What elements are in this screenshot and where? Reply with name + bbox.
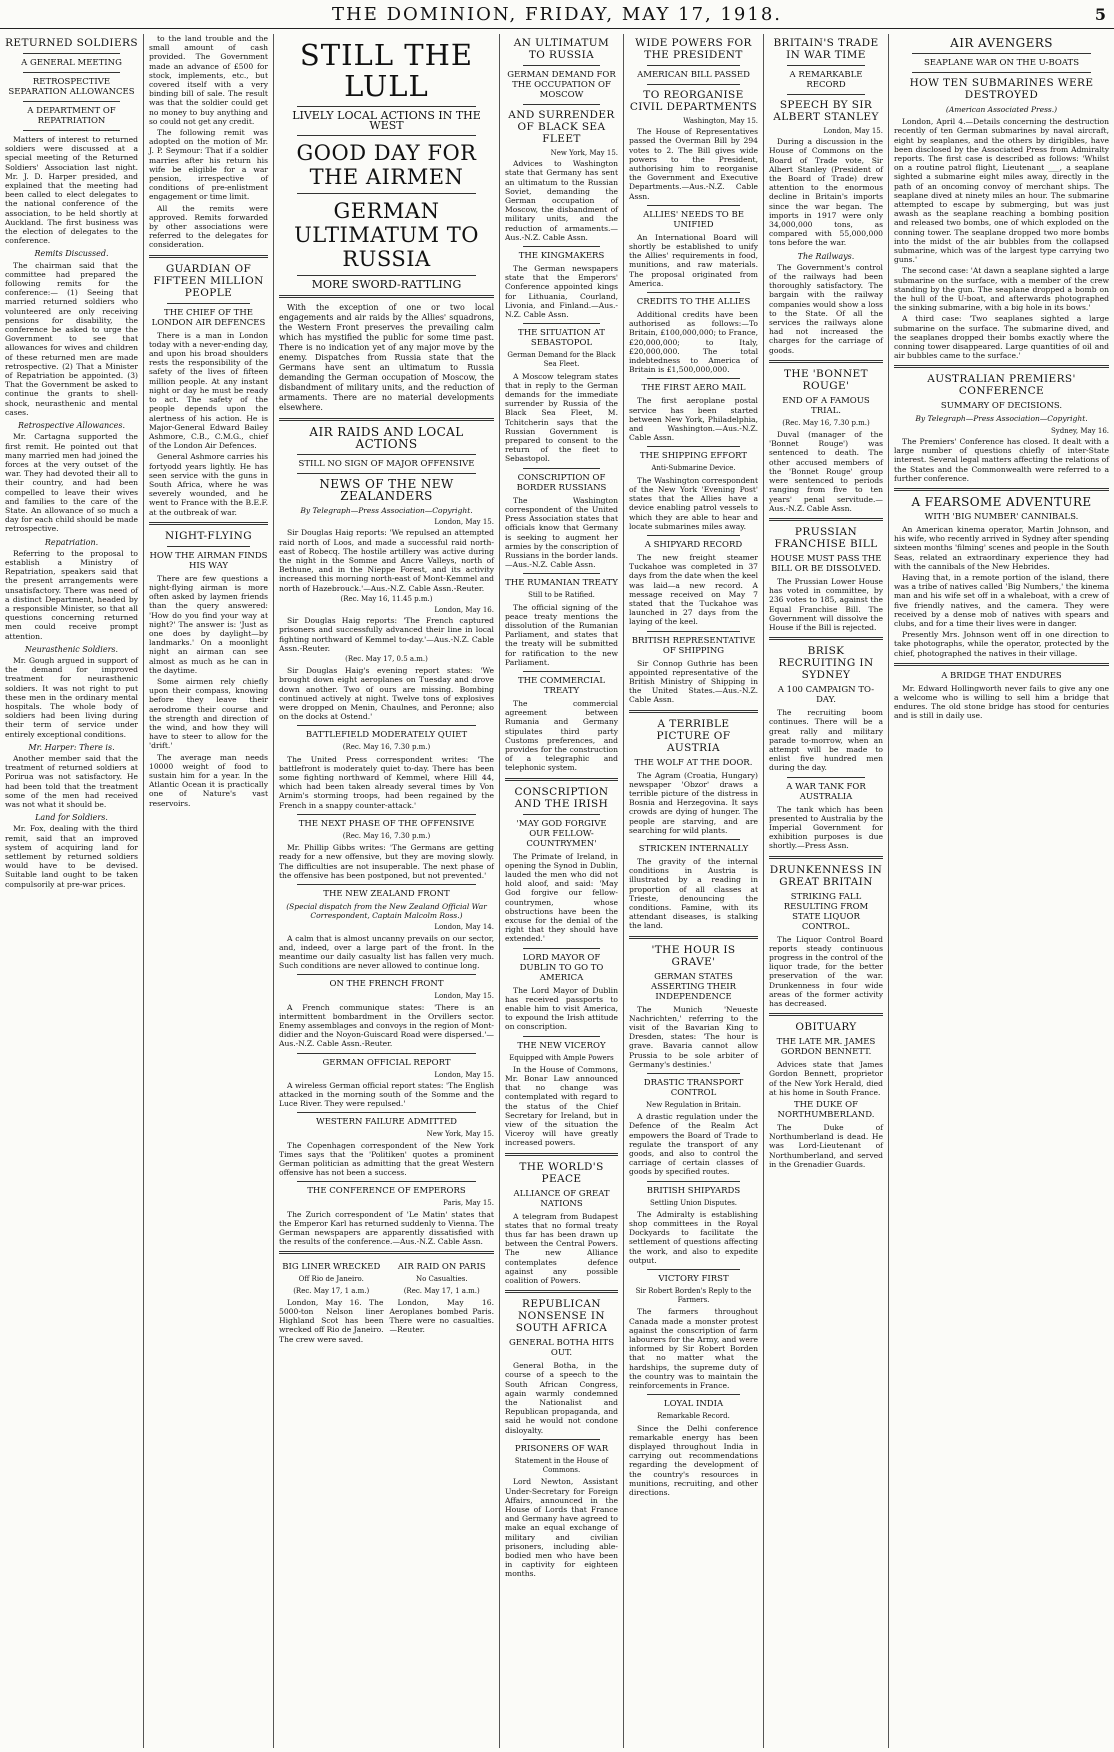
subhead: VICTORY FIRST <box>658 1274 729 1285</box>
subhead: STRIKING FALL RESULTING FROM STATE LIQUOR CONTROL. <box>783 891 869 932</box>
paragraph: Sir Douglas Haig reports: 'The French captured prisoners and successfully advanced their line in local fighting northward of Kemmel to-day.'—Aus.-N.Z. Cable Assn.-Reuter. <box>279 616 494 653</box>
dateline: Paris, May 15. <box>443 1199 494 1208</box>
section-caption: Neurasthenic Soldiers. <box>24 644 119 654</box>
rule <box>279 295 494 298</box>
paragraph: An International Board will shortly be established to unify the Allies' requirements in food, munitions, and raw materials. The proposal originated from America. <box>629 232 758 288</box>
paragraph: General Ashmore carries his fortyodd years lightly. He has seen service with the guns in South Africa, where he was severely wounded, and he went to France with the B.E.F. at the outbreak of war. <box>149 452 268 517</box>
paragraph: Matters of interest to returned soldiers were discussed at a special meeting of the Returned Soldiers' Association last night. Mr. J. D. Harper presided, and explained that the meeting had been called to elect delegates to the national conference of the association, to be held shortly at Auckland. The first business was the election of delegates to the conference. <box>5 135 138 246</box>
subhead: LIVELY LOCAL ACTIONS IN THE WEST <box>292 109 481 132</box>
paragraph: Mr. Phillip Gibbs writes: 'The Germans are getting ready for a new offensive, but they are moving slowly. The difficulties are not insuperable. The next phase of the offensive has been postponed, but not prevented.' <box>279 843 494 880</box>
rule <box>647 1073 740 1074</box>
rule <box>647 535 740 536</box>
subhead: BIG LINER WRECKED <box>282 1262 381 1273</box>
received-time: (Rec. May 16, 7.30 p.m.) <box>782 418 870 427</box>
headline-drunkenness: DRUNKENNESS IN GREAT BRITAIN <box>769 863 883 888</box>
subhead: THE RUMANIAN TREATY <box>505 578 618 589</box>
brief-air-raid-paris <box>390 1259 495 1345</box>
section-caption: The Railways. <box>797 251 855 261</box>
paragraph: A telegram from Budapest states that no formal treaty thus far has been drawn up between the Central Powers. The new Alliance contemplates defence against any possible coalition of Powers. <box>505 1211 618 1286</box>
brief-liner-wrecked <box>279 1259 384 1345</box>
subhead: BATTLEFIELD MODERATELY QUIET <box>305 730 468 741</box>
paragraph: Duval (manager of the 'Bonnet Rouge') was sentenced to death. The other accused members of the 'Bonnet Rouge' group were sentenced to periods ranging from five to ten years' penal servitude.—Aus.-N.Z. Cable Assn. <box>769 430 883 513</box>
rule <box>629 936 758 939</box>
subhead: STILL NO SIGN OF MAJOR OFFENSIVE <box>298 459 475 469</box>
rule <box>297 106 476 107</box>
section-caption: Mr. Harper: There is. <box>28 742 115 752</box>
caption: German Demand for the Black Sea Fleet. <box>507 351 616 369</box>
section-caption: Retrospective Allowances. <box>18 421 125 431</box>
rule <box>647 1269 740 1270</box>
rule <box>167 546 250 547</box>
headline-returned-soldiers: RETURNED SOLDIERS <box>5 37 138 49</box>
rule <box>297 1181 476 1182</box>
column-1 <box>0 34 144 1748</box>
byline: By Telegraph—Press Association—Copyright. <box>915 414 1088 424</box>
paragraph: The Washington correspondent of the New York 'Evening Post' states that the Allies have a device enabling patrol vessels to which they are able to hear and locate submarines miles away. <box>629 475 758 531</box>
dateline: London, May 15. <box>434 1070 494 1079</box>
paragraph: The farmers throughout Canada made a monster protest against the conscription of farm labourers for the Army, and were informed by Sir Robert Borden that no matter what the hardships, the supreme duty of the country was to maintain the reinforcements in France. <box>629 1307 758 1391</box>
paragraph: The gravity of the internal conditions in Austria is illustrated by a reading in proportion of all classes at Trieste, denouncing the conditions. Famine, with its attendant diseases, is stalking the land. <box>629 856 758 931</box>
caption: Off Rio de Janeiro. <box>298 1275 364 1284</box>
rule <box>297 974 476 975</box>
headline-new-zealanders: NEWS OF THE NEW ZEALANDERS <box>319 477 454 503</box>
paragraph: A wireless German official report states: 'The English attacked in the morning south of the Somme and the Luce River. They were repulsed.' <box>279 1080 494 1109</box>
rule <box>769 518 883 521</box>
paragraph: In the House of Commons, Mr. Bonar Law announced that no change was contemplated with regard to the status of the Chief Secretary for Ireland, but in view of the situation the Viceroy will have greatly increased powers. <box>505 1064 618 1148</box>
rule <box>523 65 600 66</box>
column-2 <box>144 34 274 1748</box>
rule <box>297 814 476 815</box>
main-headline-2: GOOD DAY FOR THE AIRMEN <box>296 141 477 189</box>
paragraph: The recruiting boom continues. There will be a great rally and military parade to-morrow, when an attempt will be made to enlist five hundred men during the day. <box>769 708 883 773</box>
headline-air-raids: AIR RAIDS AND LOCAL ACTIONS <box>309 425 464 451</box>
rule <box>523 468 600 469</box>
subhead: HOUSE MUST PASS THE BILL OR BE DISSOLVED. <box>770 553 882 574</box>
rule <box>505 1290 618 1293</box>
rule <box>647 446 740 447</box>
subhead: STRICKEN INTERNALLY <box>638 843 749 854</box>
rule <box>149 522 268 525</box>
subhead: A WAR TANK FOR AUSTRALIA <box>786 781 866 802</box>
paragraph: An American kinema operator, Martin Johnson, and his wife, who recently arrived in Sydney after spending sixteen months 'filming' scenes and people in the South Seas, related an extraordinary experience they had with the cannibals of the New Hebrides. <box>894 524 1109 571</box>
subhead: RETROSPECTIVE SEPARATION ALLOWANCES <box>8 77 135 97</box>
rule <box>297 473 476 474</box>
headline-austria: A TERRIBLE PICTURE OF AUSTRIA <box>656 717 731 754</box>
subhead: SEAPLANE WAR ON THE U-BOATS <box>923 58 1080 68</box>
rule <box>523 1439 600 1440</box>
rule <box>629 710 758 713</box>
caption: Settling Union Disputes. <box>649 1198 738 1207</box>
rule <box>505 1153 618 1156</box>
headline-worlds-peace: THE WORLD'S PEACE <box>519 1160 604 1185</box>
rule <box>297 1053 476 1054</box>
paragraph: to the land trouble and the small amount of cash provided. The Government made an advance of £500 for stock, implements, etc., but covered itself with a very binding bill of sale. The result was that the soldier could get no money to buy anything and so could not get any credit. <box>149 34 268 126</box>
subhead: THE LATE MR. JAMES GORDON BENNETT. <box>776 1037 876 1058</box>
paragraph: During a discussion in the House of Commons on the Board of Trade vote, Sir Albert Stanley (President of the Board of Trade) drew attention to the enormous decline in Britain's imports since the war began. The imports in 1917 were only 34,000,000 tons, as compared with 55,000,000 tons before the war. <box>769 137 883 248</box>
paragraph: London, May 16. Aeroplanes bombed Paris. There were no casualties.—Reuter. <box>389 1297 494 1335</box>
rule <box>523 1036 600 1037</box>
byline: (Special dispatch from the New Zealand Official War Correspondent, Captain Malcolm Ross.) <box>286 901 487 921</box>
headline-guardian: GUARDIAN OF FIFTEEN MILLION PEOPLE <box>153 262 264 299</box>
bottom-briefs <box>279 1259 494 1345</box>
subhead: ALLIES' NEEDS TO BE UNIFIED <box>643 209 744 230</box>
rule <box>505 778 618 781</box>
paragraph: Mr. Gough argued in support of the demand for improved treatment for neurasthenic soldiers. It was not right to put these men in the ordinary mental hospitals. The whole body of soldiers had been living during their term of service under entirely exceptional conditions. <box>5 655 138 739</box>
caption: Remarkable Record. <box>657 1412 730 1421</box>
paragraph: Lord Newton, Assistant Under-Secretary for Foreign Affairs, announced in the House of Lords that France and Germany have agreed to make an equal exchange of military and civilian prisoners, including able-bodied men who have been in captivity for eighteen months. <box>505 1477 618 1579</box>
dateline: London, May 14. <box>434 923 494 932</box>
byline: By Telegraph—Press Association—Copyright. <box>300 506 473 515</box>
paragraph: The United Press correspondent writes: 'The battlefront is moderately quiet to-day. There has been some fighting northward of Kemmel, where Hill 44, which had been taken already several times by Von Arnim's storming troops, had been regained by the French in a snappy counter-attack.' <box>279 754 494 810</box>
caption: Still to be Ratified. <box>528 591 595 600</box>
rule <box>149 255 268 258</box>
paragraph: The average man needs 10000 weight of food to sustain him for a year. In the Atlantic Ocean it is practically one of Nature's vast reservoirs. <box>149 752 268 808</box>
byline: (American Associated Press.) <box>945 105 1058 114</box>
rule <box>647 1181 740 1182</box>
paragraph: The Premiers' Conference has closed. It dealt with a large number of questions chiefly of inter-State interest. Several legal matters affecting the relations of the States and the Commonwealth were referred to a further conference. <box>894 436 1109 483</box>
masthead <box>0 0 1114 29</box>
dateline: London, May 15. <box>434 518 494 527</box>
paragraph: The Liquor Control Board reports steady continuous progress in the control of the liquor trade, for the better preservation of the war. Drunkenness in four wide areas of the former activity has decreased. <box>769 934 883 1008</box>
caption: Anti-Submarine Device. <box>651 464 736 473</box>
caption: No Casualties. <box>415 1275 468 1284</box>
rule <box>523 573 600 574</box>
subhead: THE SHIPPING EFFORT <box>639 451 748 462</box>
rule <box>912 53 1091 54</box>
rule <box>647 84 740 85</box>
rule <box>894 663 1109 666</box>
paragraph: Since the Delhi conference remarkable energy has been displayed throughout India in carrying out recommendations regarding the development of the country's resources in munitions, recruiting, and other directions. <box>629 1423 758 1497</box>
paragraph: All the remits were approved. Remits forwarded by other associations were referred to the delegates for consideration. <box>149 203 268 250</box>
subhead: THE KINGMAKERS <box>518 251 605 262</box>
column-4 <box>500 34 624 1748</box>
rule <box>647 378 740 379</box>
rule <box>523 323 600 324</box>
headline-south-africa: REPUBLICAN NONSENSE IN SOUTH AFRICA <box>515 1298 608 1335</box>
rule <box>23 130 120 131</box>
rule <box>647 839 740 840</box>
dateline: New York, May 15. <box>550 149 618 157</box>
rule <box>769 856 883 859</box>
rule <box>894 488 1109 491</box>
rule <box>297 275 476 276</box>
rule <box>523 814 600 815</box>
dateline: London, May 16. <box>434 606 494 615</box>
paragraph: Sir Douglas Haig's evening report states: 'We brought down eight aeroplanes on Tuesday and drove down another. Two of ours are missing. Bombing continued actively at night. Twelve tons of explosives were dropped on Menin, Chaulnes, and Peronne; also on the docks at Ostend.' <box>279 666 494 722</box>
rule <box>297 135 476 136</box>
received-time: (Rec. May 17, 1 a.m.) <box>293 1286 370 1295</box>
rule <box>297 454 476 455</box>
received-time: (Rec. May 16, 7.30 p.m.) <box>342 831 431 840</box>
paragraph: Mr. Cartagna supported the first remit. He pointed out that many married men had joined the forces at the very outset of the war. They had devoted their all to their country, and had been compelled to leave their wives and families to the care of the State. An allowance of so much a day for each child should be made retrospective. <box>5 432 138 534</box>
rule <box>523 104 600 105</box>
headline: SPEECH BY SIR ALBERT STANLEY <box>773 99 879 123</box>
rule <box>23 53 120 54</box>
subhead: END OF A FAMOUS TRIAL. <box>782 395 870 416</box>
subhead: WITH 'BIG NUMBER' CANNIBALS. <box>924 511 1079 522</box>
rule <box>787 777 865 778</box>
paragraph: The Washington correspondent of the United Press Association states that officials know that Germany is seeking to augment her armies by the conscription of Russians in the border lands.—Aus.-N.Z. Cable Assn. <box>505 495 618 570</box>
subhead: GERMAN STATES ASSERTING THEIR INDEPENDENCE <box>650 971 737 1002</box>
paragraph: Referring to the proposal to establish a Ministry of Repatriation, speakers said that the present arrangements were unsatisfactory. There was need of a distinct Department, headed by a responsible Minister, so that all questions concerning returned men could receive prompt attention. <box>5 548 138 641</box>
paragraph: A French communique states: 'There is an intermittent bombardment in the Orvillers sector. Enemy assemblages and convoys in the region of Mont-didier and the Noyon-Guiscard Road were dispersed.'—Aus.-N.Z. Cable Assn.-Reuter. <box>279 1002 494 1049</box>
rule <box>769 637 883 640</box>
rule <box>769 360 883 363</box>
rule <box>523 246 600 247</box>
paragraph: A Moscow telegram states that in reply to the German demands for the immediate surrender by Russia of the Black Sea Fleet, M. Tchitcherin says that the Russian Government is prepared to consent to the return of the fleet to Sebastopol. <box>505 371 618 464</box>
paragraph: The Agram (Croatia, Hungary) newspaper 'Obzor' draws a terrible picture of the distress in Bosnia and Herzegovina. It says crowds are dying of hunger. The people are starving, and are searching for wild plants. <box>629 770 758 835</box>
paragraph: The second case: 'At dawn a seaplane sighted a large submarine on the surface, with a member of the crew standing by the gun. The seaplane dropped a bomb on the hull of the U-boat, and afterwards photographed the sinking submarine, with a big hole in its bows.' <box>894 266 1109 313</box>
main-headline: STILL THE LULL <box>299 38 474 103</box>
rule <box>523 671 600 672</box>
caption: Statement in the House of Commons. <box>514 1456 609 1475</box>
paragraph: London, April 4.—Details concerning the destruction recently of ten German submarines by naval aircraft, eight by seaplanes, and the others by dirigibles, have been disclosed by the Associated Press from Admiralty reports. The first case is described as follows: 'Whilst on a routine patrol flight, Lieutenant ___, a seaplane sighted a submarine eight miles away, directly in the path of an oncoming convoy of merchant ships. The seaplane dived at ninety miles an hour. The submarine attempted to escape by submerging, but was just awash as the seaplane reaching a bombing position and released two bombs, one of which exploded on the conning tower. The seaplane dropped two more bombs into the midst of the air bubbles from the collapsed submarine, which was of the largest type carrying two guns.' <box>894 117 1109 265</box>
dateline: Washington, May 15. <box>683 117 758 125</box>
headline-fearsome-adventure: A FEARSOME ADVENTURE <box>911 494 1092 509</box>
headline-hour-grave: 'THE HOUR IS GRAVE' <box>651 943 736 968</box>
dateline: London, May 15. <box>823 127 883 135</box>
rule <box>647 1394 740 1395</box>
rule <box>647 631 740 632</box>
section-caption: Repatriation. <box>44 537 99 547</box>
paragraph: The official signing of the peace treaty mentions the dissolution of the Rumanian Parliament, and states that the treaty will be submitted for ratification to the new Parliament. <box>505 602 618 667</box>
paragraph: A third case: 'Two seaplanes sighted a large submarine on the surface. The submarine dived, and the seaplanes dropped their bombs exactly where the conning tower disappeared. Large quantities of oil and air bubbles came to the surface.' <box>894 314 1109 361</box>
subhead: THE DUKE OF NORTHUMBERLAND. <box>777 1100 875 1120</box>
subhead: THE WOLF AT THE DOOR. <box>634 757 753 768</box>
paragraph: The new freight steamer Tuckahoe was completed in 37 days from the date when the keel was laid—a new record. A message received on May 7 stated that the Tuckahoe was launched in 27 days from the laying of the keel. <box>629 552 758 627</box>
received-time: (Rec. May 16, 7.30 p.m.) <box>342 743 431 752</box>
subhead: THE COMMERCIAL TREATY <box>517 675 606 696</box>
column-5 <box>624 34 764 1748</box>
paragraph: Sir Douglas Haig reports: 'We repulsed an attempted raid north of Loos, and made a successful raid north-east of Robecq. The hostile artillery was active during the night in the Somme and Ancre Valleys, north of Bethune, and in the Nieppe Forest, and its activity increased this morning north-east of Mont-Kemmel and north of Hazebrouck.'—Aus.-N.Z. Cable Assn.-Reuter. <box>279 528 494 593</box>
paragraph: The Copenhagen correspondent of the New York Times says that the 'Politiken' quotes a prominent German politician as admitting that the great Western offensive has not been a success. <box>279 1140 494 1178</box>
rule <box>787 94 865 95</box>
headline-air-avengers: AIR AVENGERS <box>950 36 1053 50</box>
rule <box>297 884 476 885</box>
headline-britains-trade: BRITAIN'S TRADE IN WAR TIME <box>773 37 879 61</box>
headline-prussian-franchise: PRUSSIAN FRANCHISE BILL <box>774 525 878 550</box>
subhead: THE SITUATION AT SEBASTOPOL <box>518 328 605 349</box>
rule <box>23 72 120 73</box>
paragraph: The Duke of Northumberland is dead. He was Lord-Lieutenant of Northumberland, and served in the Grenadier Guards. <box>769 1123 883 1169</box>
paragraph: The first aeroplane postal service has been started between New York, Philadelphia, and Washington.—Aus.-N.Z. Cable Assn. <box>629 396 758 443</box>
subhead: DRASTIC TRANSPORT CONTROL <box>643 1078 744 1099</box>
headline-ultimatum: AN ULTIMATUM TO RUSSIA <box>513 37 610 61</box>
paragraph: Presently Mrs. Johnson went off in one direction to take photographs, while the operator, protected by the chief, photographed the natives in their village. <box>894 630 1109 658</box>
rule <box>647 205 740 206</box>
subhead: A 100 CAMPAIGN TO-DAY. <box>777 685 875 706</box>
paragraph: The chairman said that the committee had prepared the following remits for the conference:— (1) Seeing that married returned soldiers who volunteered are only receiving pensions for disability, the conference be asked to urge the Government to see that allowances for wives and children of these returned men are made retrospective. (2) That a Minister of Repatriation be appointed. (3) That the Government be asked to continue the grants to shell-shock, neurasthenic and mental cases. <box>5 260 138 417</box>
paragraph: The Zurich correspondent of 'Le Matin' states that the Emperor Karl has returned suddenly to Vienna. The German newspapers are apparently dissatisfied with the results of the conference.—Aus.-N.Z. Cable Assn. <box>279 1209 494 1247</box>
paragraph: Sir Connop Guthrie has been appointed representative of the British Ministry of Shipping in the United States.—Aus.-N.Z. Cable Assn. <box>629 658 758 705</box>
rule <box>894 365 1109 368</box>
subhead: AIR RAID ON PARIS <box>397 1262 486 1273</box>
paragraph: A calm that is almost uncanny prevails on our sector, and, indeed, over a large part of the front. In the meantime our daily casualty list has fallen very much. Such conditions are never allowed to continue long. <box>279 933 494 971</box>
rule <box>279 418 494 421</box>
subhead: THE FIRST AERO MAIL <box>641 383 746 394</box>
main-headline-3: GERMAN ULTIMATUM TO RUSSIA <box>294 199 479 271</box>
rule <box>523 948 600 949</box>
newspaper-title: THE DOMINION, FRIDAY, MAY 17, 1918. <box>332 4 782 25</box>
paragraph: General Botha, in the course of a speech to the South African Congress, again warmly condemned the Nationalist and Republican propaganda, and said he would not condone disloyalty. <box>505 1361 618 1435</box>
caption: New Regulation in Britain. <box>646 1101 741 1110</box>
paragraph: Advices state that James Gordon Bennett, proprietor of the New York Herald, died at his home in South France. <box>769 1060 883 1097</box>
subhead: A SHIPYARD RECORD <box>644 539 743 550</box>
subhead: MORE SWORD-RATTLING <box>311 278 462 291</box>
headline-conscription: CONSCRIPTION AND THE IRISH <box>514 785 609 810</box>
paragraph: London, May 16. The 5000-ton Nelson liner Highland Scot has been wrecked off Rio de Janeiro. The crew were saved. <box>279 1297 384 1344</box>
paragraph: Some airmen rely chiefly upon their compass, knowing before they leave their aerodrome their course and the strength and direction of the wind, and how they will have to steer to allow for the 'drift.' <box>149 676 268 751</box>
subhead: A GENERAL MEETING <box>21 58 122 68</box>
rule <box>23 101 120 102</box>
subhead: WESTERN FAILURE ADMITTED <box>315 1117 457 1128</box>
paragraph: The following remit was adopted on the motion of Mr. J. P. Seymour: That if a soldier marries after his return his wife be eligible for a war pension, irrespective of conditions of pre-enlistment engagement or time limit. <box>149 128 268 202</box>
headline: HOW TEN SUBMARINES WERE DESTROYED <box>909 77 1094 101</box>
subhead: LOYAL INDIA <box>663 1399 724 1410</box>
paragraph: The commercial agreement between Rumania and Germany stipulates third party Customs preferences, and provides for the construction of a telegraphic and telephonic system. <box>505 698 618 773</box>
rule <box>647 65 740 66</box>
section-caption: Remits Discussed. <box>34 249 109 259</box>
paragraph: The Prussian Lower House has voted in committee, by 236 votes to 185, against the Equal Franchise Bill. The Government will dissolve the House if the Bill is rejected. <box>769 576 883 632</box>
paragraph: The Munich 'Neueste Nachrichten,' referring to the visit of the Bavarian King to Dresden, states: 'The hour is grave. Bavaria cannot allow Prussia to be sole arbiter of Germany's destinies.' <box>629 1004 758 1069</box>
subhead: A BRIDGE THAT ENDURES <box>941 670 1062 681</box>
subhead: PRISONERS OF WAR <box>514 1443 609 1454</box>
paragraph: The German newspapers state that the Emperors' Conference appointed kings for Lithuania, Courland, Livonia, and Finland.—Aus.-N.Z. Cable Assn. <box>505 264 618 320</box>
rule <box>297 1112 476 1113</box>
paragraph: The tank which has been presented to Australia by the Imperial Government for exhibition purposes is due shortly.—Press Assn. <box>769 804 883 851</box>
headline-obituary: OBITUARY <box>795 1021 857 1034</box>
subhead: THE NEW VICEROY <box>517 1040 606 1051</box>
paragraph: The Government's control of the railways had been thoroughly satisfactory. The bargain with the railway companies would show a loss to the State. Of all the services the railways alone had not increased the charges for the carriage of goods. <box>769 262 883 355</box>
subhead: BRITISH SHIPYARDS <box>646 1185 741 1196</box>
subhead: LORD MAYOR OF DUBLIN TO GO TO AMERICA <box>519 952 604 983</box>
subhead: CREDITS TO THE ALLIES <box>636 297 751 308</box>
received-time: (Rec. May 16, 11.45 p.m.) <box>340 594 433 603</box>
subhead: GERMAN OFFICIAL REPORT <box>322 1057 451 1068</box>
subhead: BRITISH REPRESENTATIVE OF SHIPPING <box>631 635 756 656</box>
paragraph: The Lord Mayor of Dublin has received passports to enable him to visit America, to expound the Irish attitude on conscription. <box>505 985 618 1032</box>
paragraph: The Primate of Ireland, in opening the Synod in Dublin, lauded the men who did not hold aloof, and said: 'May God forgive our fellow-countrymen, whose obstructions have been the excuse for the denial of the right that they should have extended.' <box>505 851 618 944</box>
paragraph: There is a man in London today with a never-ending day, and upon his broad shoulders rests the responsibility of the safety of the lives of fifteen million people. At any instant night or day he must be ready to act. The safety of the people depends upon the alertness of his action. He is Major-General Edward Bailey Ashmore, C.B., C.M.G., chief of the London Air Defences. <box>149 330 268 451</box>
subhead: GENERAL BOTHA HITS OUT. <box>508 1338 615 1359</box>
paragraph: Mr. Edward Hollingworth never fails to give any one a welcome who is willing to sell him a bridge that endures. The old stone bridge has stood for centuries and is still in daily use. <box>894 683 1109 721</box>
rule <box>279 1251 494 1254</box>
section-caption: Land for Soldiers. <box>35 813 108 823</box>
rule <box>769 1013 883 1016</box>
subhead: THE CONFERENCE OF EMPERORS <box>307 1186 466 1197</box>
subhead: GERMAN DEMAND FOR THE OCCUPATION OF MOSCOW <box>507 70 616 100</box>
subhead: HOW THE AIRMAN FINDS HIS WAY <box>149 550 268 571</box>
subhead: 'MAY GOD FORGIVE OUR FELLOW-COUNTRYMEN' <box>516 818 607 849</box>
column-6 <box>764 34 889 1748</box>
lede-paragraph: With the exception of one or two local engagements and air raids by the Allies' squadrons, the Western Front preserves the prevailing calm which has mystified the public for some time past. There is no indication yet of any major move by the enemy. Dispatches from Russia state that the Germans have sent an ultimatum to Russia demanding the German occupation of Moscow, the disbandment of military units, and the reduction of armaments. There are no material developments elsewhere. <box>279 303 494 412</box>
rule <box>297 193 476 194</box>
headline: AND SURRENDER OF BLACK SEA FLEET <box>508 109 615 145</box>
rule <box>297 725 476 726</box>
subhead: A DEPARTMENT OF REPATRIATION <box>27 106 116 126</box>
dateline: New York, May 15. <box>426 1130 494 1139</box>
paragraph: The Admiralty is establishing shop committees in the Royal Dockyards to facilitate the settlement of questions affecting the work, and also to expedite output. <box>629 1209 758 1265</box>
paragraph: Mr. Fox, dealing with the third remit, said that an improved system of acquiring land for settlement by returned soldiers would have to be devised. Suitable land ought to be taken compulsorily at pre-war prices. <box>5 824 138 889</box>
rule <box>912 72 1091 73</box>
caption: Sir Robert Borden's Reply to the Farmers. <box>635 1287 752 1305</box>
received-time: (Rec. May 17, 1 a.m.) <box>403 1286 480 1295</box>
paragraph: Advices to Washington state that Germany has sent an ultimatum to the Russian Soviet, demanding the German occupation of Moscow, the disbandment of military units, and the reduction of armaments.—Aus.-N.Z. Cable Assn. <box>505 159 618 242</box>
received-time: (Rec. May 17, 0.5 a.m.) <box>345 655 428 664</box>
subhead: ALLIANCE OF GREAT NATIONS <box>513 1188 610 1209</box>
subhead: AMERICAN BILL PASSED <box>637 70 750 80</box>
subhead: THE NEXT PHASE OF THE OFFENSIVE <box>298 818 475 829</box>
paragraph: A drastic regulation under the Defence of the Realm Act empowers the Board of Trade to regulate the transport of any goods, and also to control the carriage of certain classes of goods by specified routes. <box>629 1112 758 1177</box>
headline-premiers-conference: AUSTRALIAN PREMIERS' CONFERENCE <box>927 373 1076 398</box>
rule <box>647 292 740 293</box>
subhead: SUMMARY OF DECISIONS. <box>940 401 1063 412</box>
paragraph: Another member said that the treatment of returned soldiers at Porirua was not satisfactory. He had been told that the treatment some of the men had received was not what it should be. <box>5 754 138 810</box>
column-3-main-story <box>274 34 500 1748</box>
dateline: Sydney, May 16. <box>1050 426 1109 435</box>
subhead: CONSCRIPTION OF BORDER RUSSIANS <box>516 472 607 493</box>
headline: TO REORGANISE CIVIL DEPARTMENTS <box>629 89 758 113</box>
headline-night-flying: NIGHT-FLYING <box>164 529 253 542</box>
column-7 <box>889 34 1114 1748</box>
subhead: ON THE FRENCH FRONT <box>329 979 444 990</box>
paragraph: The House of Representatives passed the Overman Bill by 294 votes to 2. The Bill gives wide powers to the President, authorising him to reorganise the Government and Executive Departments.—Aus.-N.Z. Cable Assn. <box>629 127 758 201</box>
dateline: London, May 15. <box>434 992 494 1001</box>
headline-bonnet-rouge: THE 'BONNET ROUGE' <box>783 367 868 392</box>
paragraph: Having that, in a remote portion of the island, there was a tribe of natives called 'Big Numbers,' the kinema man and his wife set off in a whaleboat, with a crew of five friendly natives, and the camera. They were received by a dense mob of natives with spears and clubs, and for a time their lives were in danger. <box>894 572 1109 628</box>
rule <box>787 65 865 66</box>
rule <box>167 303 250 304</box>
caption: Equipped with Ample Powers <box>509 1053 614 1062</box>
paragraph: There are few questions a night-flying airman is more often asked by laymen friends than the query answered: 'How do you find your way at night?' The answer is: 'Just as one does by daylight—by landmarks.' On a moonlight night an airman can see almost as much as he can in the daytime. <box>149 573 268 675</box>
subhead: A REMARKABLE RECORD <box>789 70 863 90</box>
paragraph: Additional credits have been authorised as follows:—To Britain, £100,000,000; to France, £20,000,000; to Italy, £20,000,000. The total indebtedness to America of Britain is £1,500,000,000. <box>629 310 758 375</box>
subhead: THE NEW ZEALAND FRONT <box>323 888 450 899</box>
page-number: 5 <box>1094 5 1106 24</box>
headline-recruiting-sydney: BRISK RECRUITING IN SYDNEY <box>778 645 874 682</box>
subhead: THE CHIEF OF THE LONDON AIR DEFENCES <box>151 307 266 328</box>
headline-wide-powers: WIDE POWERS FOR THE PRESIDENT <box>635 37 752 61</box>
